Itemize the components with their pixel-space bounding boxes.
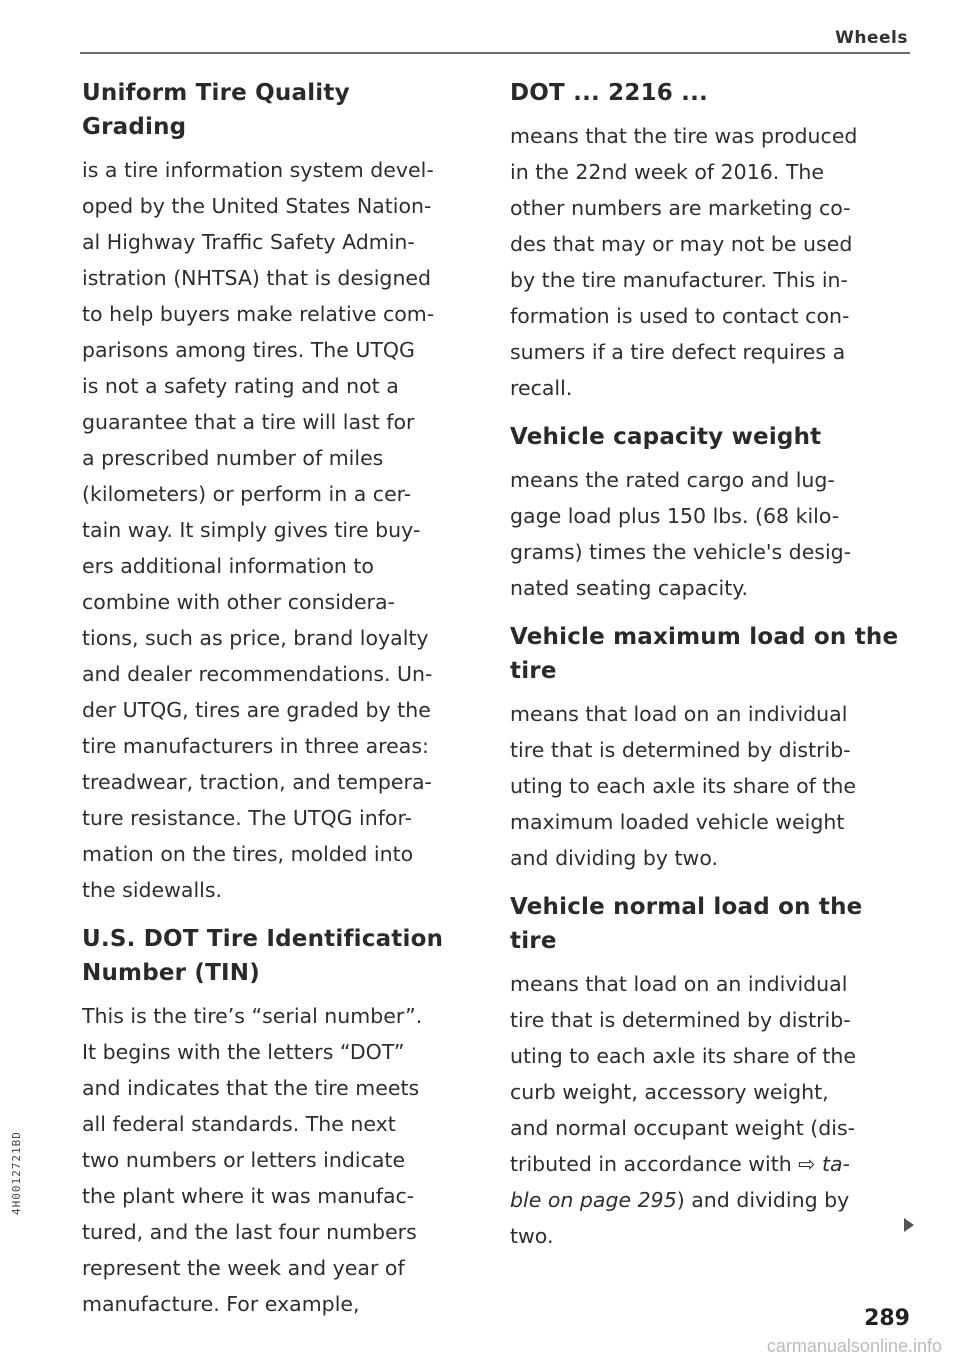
paragraph-normal-load-text: means that load on an individual tire that is determined by distrib- uting to each axle its share of the curb weight, accessory weight, and normal occupant weight (dis- tributed in accordance with bbox=[510, 972, 857, 1176]
watermark: carmanualsonline.info bbox=[766, 1336, 942, 1356]
paragraph-capacity-weight: means the rated cargo and lug- gage load plus 150 lbs. (68 kilo- grams) times the vehicle's desig- nated seating capacity. bbox=[510, 468, 852, 600]
continue-arrow-icon bbox=[904, 1218, 914, 1232]
heading-normal-load: Vehicle normal load on the tire bbox=[510, 894, 863, 954]
cross-reference-arrow-icon: ⇨ bbox=[798, 1152, 816, 1176]
paragraph-max-load: means that load on an individual tire that is determined by distrib- uting to each axle its share of the maximum loaded vehicle weight and dividing by two. bbox=[510, 702, 857, 870]
header-rule bbox=[80, 52, 910, 54]
heading-capacity-weight: Vehicle capacity weight bbox=[510, 424, 822, 450]
document-id: 4H0012721BD bbox=[10, 1131, 23, 1215]
paragraph-dot-example: means that the tire was produced in the 22nd week of 2016. The other numbers are marketing co- des that may or may not be used by the tire manufacturer. This in- formation is used to contact con- sumers if a tire defect requires a recall. bbox=[510, 124, 858, 400]
paragraph-normal-load bbox=[510, 966, 910, 1254]
paragraph-dot-tin: This is the tire’s “serial number”. It begins with the letters “DOT” and indicates that the tire meets all federal standards. The next two numbers or letters indicate the plant where it was manufac- tured, and the last four numbers represent the week and year of manufacture. For example, bbox=[82, 1004, 423, 1316]
heading-dot-tin: U.S. DOT Tire Identification Number (TIN) bbox=[82, 926, 444, 986]
heading-utqg: Uniform Tire Quality Grading bbox=[82, 80, 350, 140]
page-number: 289 bbox=[864, 1306, 910, 1331]
right-column bbox=[510, 76, 910, 1268]
paragraph-utqg: is a tire information system devel- oped by the United States Nation- al Highway Traffic Safety Admin- istration (NHTSA) that is designed to help buyers make relative com- parisons among tires. The UTQG is not a safety rating and not a guarantee that a tire will last for a prescribed number of miles (kilometers) or perform in a cer- tain way. It simply gives tire buy- ers additional information to combine with other considera- tions, such as price, brand loyalty and dealer recommendations. Un- der UTQG, tires are graded by the tire manufacturers in three areas: treadwear, traction, and tempera- ture resistance. The UTQG infor- mation on the tires, molded into the sidewalls. bbox=[82, 158, 435, 902]
table-reference-link[interactable]: ta- ble on page 295 bbox=[510, 1152, 850, 1212]
section-title: Wheels bbox=[835, 28, 908, 48]
left-column bbox=[82, 76, 462, 1336]
paragraph-normal-load-tail: ) and dividing by two. bbox=[510, 1188, 850, 1248]
heading-dot-example: DOT ... 2216 ... bbox=[510, 80, 708, 106]
heading-max-load: Vehicle maximum load on the tire bbox=[510, 624, 899, 684]
